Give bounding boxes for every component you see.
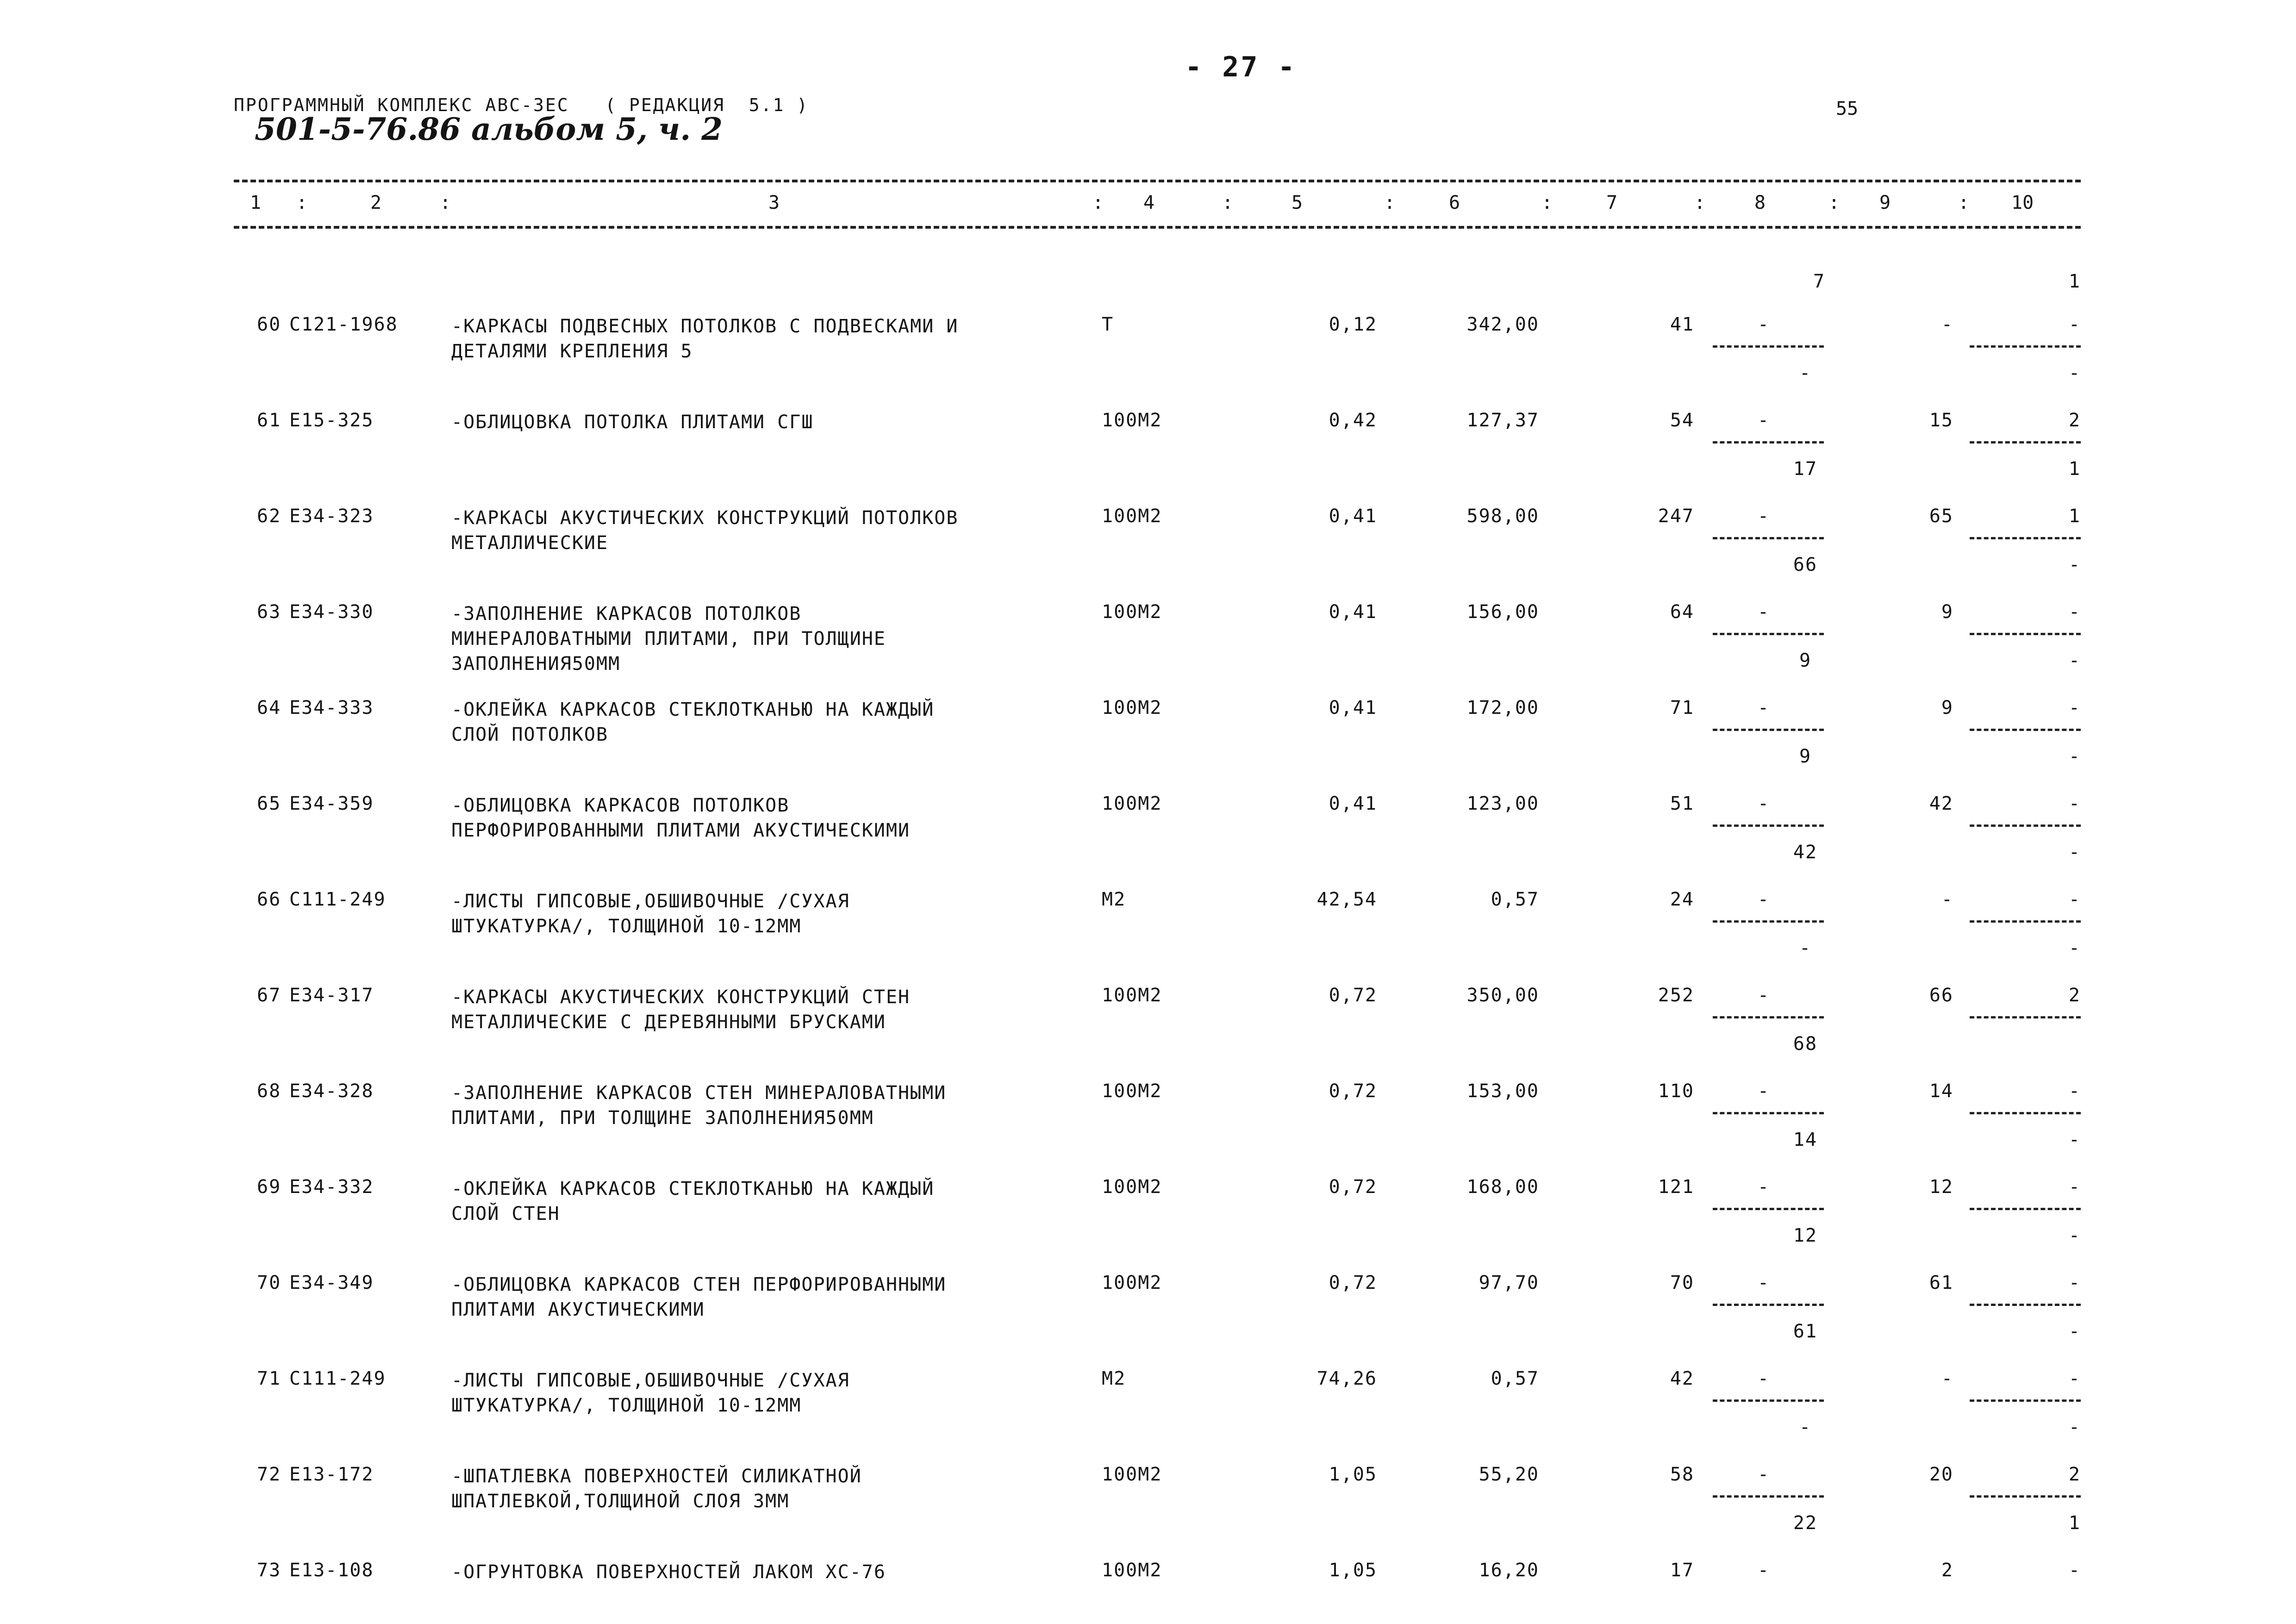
header-bottom-rule [234, 226, 2081, 229]
unit-price: 598,00 [1466, 506, 1539, 527]
unit: 100М2 [1102, 1560, 1162, 1581]
quantity: 0,41 [1329, 793, 1377, 814]
col10-fraction-line [1970, 1495, 2081, 1498]
col8-bottom-value: 17 [1793, 458, 1818, 480]
col8-fraction-line [1713, 537, 1824, 539]
description-line: -ОБЛИЦОВКА ПОТОЛКА ПЛИТАМИ СГШ [451, 412, 814, 433]
description-line: -ЛИСТЫ ГИПСОВЫЕ,ОБШИВОЧНЫЕ /СУХАЯ [451, 891, 850, 912]
row-number: 63 [257, 601, 281, 623]
total-cost: 41 [1670, 314, 1694, 335]
col10-top-value: - [2068, 889, 2081, 910]
total-cost: 54 [1670, 410, 1694, 431]
column-header-5: 5 [1292, 192, 1303, 213]
column-header-9: 9 [1879, 192, 1891, 213]
col8-fraction-line [1713, 345, 1824, 348]
work-description [451, 1560, 886, 1585]
quantity: 0,42 [1329, 410, 1377, 431]
col10-bottom-value: 1 [2068, 1512, 2081, 1534]
description-line: МЕТАЛЛИЧЕСКИЕ С ДЕРЕВЯННЫМИ БРУСКАМИ [451, 1012, 886, 1033]
col10-bottom-value: - [2068, 746, 2081, 767]
unit-price: 350,00 [1466, 985, 1539, 1006]
col10-top-value: - [2068, 601, 2081, 623]
col10-bottom-value: - [2068, 1417, 2081, 1438]
col10-top-value: - [2068, 1081, 2081, 1102]
work-description [451, 985, 910, 1035]
col10-bottom-value: - [2068, 1321, 2081, 1342]
top-mark-col8: 7 [1813, 271, 1826, 292]
quantity: 0,41 [1329, 601, 1377, 623]
column-header-8: 8 [1754, 192, 1766, 213]
col10-top-value: - [2068, 1368, 2081, 1389]
col8-bottom-value: 9 [1799, 650, 1812, 671]
description-line: -ШПАТЛЕВКА ПОВЕРХНОСТЕЙ СИЛИКАТНОЙ [451, 1466, 862, 1487]
col8-fraction-line [1713, 441, 1824, 443]
total-cost: 121 [1658, 1176, 1694, 1198]
col10-fraction-line [1970, 1016, 2081, 1018]
row-number: 67 [257, 985, 281, 1006]
description-line: -ЗАПОЛНЕНИЕ КАРКАСОВ ПОТОЛКОВ [451, 603, 802, 625]
col8-top-value: - [1757, 410, 1770, 431]
col10-top-value: - [2068, 1272, 2081, 1293]
col10-bottom-value: - [2068, 1225, 2081, 1246]
col10-fraction-line [1970, 441, 2081, 443]
total-cost: 17 [1670, 1560, 1694, 1581]
col8-fraction-line [1713, 1112, 1824, 1114]
row-number: 72 [257, 1464, 281, 1485]
col8-bottom-value: 61 [1793, 1321, 1818, 1342]
column-separator: : [440, 192, 451, 213]
unit-price: 0,57 [1491, 889, 1539, 910]
description-line: СЛОЙ ПОТОЛКОВ [451, 724, 609, 745]
unit-price: 97,70 [1479, 1272, 1539, 1293]
column-separator: : [1222, 192, 1234, 213]
estimate-code: Е34-330 [289, 601, 374, 623]
unit: 100М2 [1102, 1176, 1162, 1198]
page-number: - 27 - [1185, 51, 1297, 83]
col10-fraction-line [1970, 729, 2081, 731]
description-line: -ОКЛЕЙКА КАРКАСОВ СТЕКЛОТКАНЬЮ НА КАЖДЫЙ [451, 699, 935, 720]
unit: 100М2 [1102, 985, 1162, 1006]
description-line: -КАРКАСЫ ПОДВЕСНЫХ ПОТОЛКОВ С ПОДВЕСКАМИ И [451, 316, 959, 337]
col10-fraction-line [1970, 537, 2081, 539]
work-description [451, 410, 813, 435]
unit-price: 16,20 [1479, 1560, 1539, 1581]
unit: 100М2 [1102, 601, 1162, 623]
col10-top-value: - [2068, 697, 2081, 718]
col8-top-value: - [1757, 1272, 1770, 1293]
description-line: ШПАТЛЕВКОЙ,ТОЛЩИНОЙ СЛОЯ 3ММ [451, 1491, 790, 1512]
quantity: 0,72 [1329, 1272, 1377, 1293]
col8-fraction-line [1713, 920, 1824, 923]
row-number: 70 [257, 1272, 281, 1293]
col10-bottom-value: - [2068, 1129, 2081, 1150]
estimate-code: Е13-172 [289, 1464, 374, 1485]
col8-fraction-line [1713, 824, 1824, 827]
unit: 100М2 [1102, 793, 1162, 814]
col9-value: 14 [1929, 1081, 1953, 1102]
unit-price: 55,20 [1479, 1464, 1539, 1485]
description-line: ДЕТАЛЯМИ КРЕПЛЕНИЯ 5 [451, 341, 693, 362]
col8-top-value: - [1757, 1176, 1770, 1198]
estimate-code: С111-249 [289, 1368, 386, 1389]
unit-price: 342,00 [1466, 314, 1539, 335]
unit: 100М2 [1102, 1464, 1162, 1485]
description-line: ШТУКАТУРКА/, ТОЛЩИНОЙ 10-12ММ [451, 1395, 802, 1416]
col9-value: 9 [1941, 697, 1953, 718]
quantity: 0,12 [1329, 314, 1377, 335]
work-description [451, 889, 850, 939]
col10-bottom-value: - [2068, 937, 2081, 959]
column-separator: : [1958, 192, 1970, 213]
col10-bottom-value: - [2068, 362, 2081, 384]
col10-top-value: - [2068, 314, 2081, 335]
col8-top-value: - [1757, 793, 1770, 814]
col9-value: 61 [1929, 1272, 1953, 1293]
unit: 100М2 [1102, 506, 1162, 527]
row-number: 61 [257, 410, 281, 431]
col8-fraction-line [1713, 1399, 1824, 1402]
col10-fraction-line [1970, 1112, 2081, 1114]
work-description [451, 1368, 850, 1418]
col8-fraction-line [1713, 633, 1824, 635]
work-description [451, 1176, 934, 1226]
program-header: ПРОГРАММНЫЙ КОМПЛЕКС АВС-3ЕС ( РЕДАКЦИЯ 5.1 ) [234, 95, 809, 115]
col10-top-value: 1 [2068, 506, 2081, 527]
unit: 100М2 [1102, 1081, 1162, 1102]
sheet-number: 55 [1836, 98, 1859, 119]
quantity: 0,72 [1329, 1176, 1377, 1198]
total-cost: 252 [1658, 985, 1694, 1006]
col9-value: 20 [1929, 1464, 1953, 1485]
description-line: -КАРКАСЫ АКУСТИЧЕСКИХ КОНСТРУКЦИЙ СТЕН [451, 987, 911, 1008]
work-description [451, 793, 910, 843]
estimate-code: Е34-332 [289, 1176, 374, 1198]
col10-fraction-line [1970, 1208, 2081, 1210]
description-line: ПЛИТАМИ, ПРИ ТОЛЩИНЕ ЗАПОЛНЕНИЯ50ММ [451, 1107, 874, 1129]
header-top-rule [234, 180, 2081, 182]
work-description [451, 697, 934, 747]
estimate-code: Е34-359 [289, 793, 374, 814]
top-mark-col10: 1 [2068, 271, 2081, 292]
unit-price: 0,57 [1491, 1368, 1539, 1389]
column-separator: : [1828, 192, 1840, 213]
col8-top-value: - [1757, 697, 1770, 718]
description-line: МЕТАЛЛИЧЕСКИЕ [451, 532, 609, 554]
unit-price: 127,37 [1466, 410, 1539, 431]
column-header-3: 3 [768, 192, 780, 213]
col8-bottom-value: 14 [1793, 1129, 1818, 1150]
col10-top-value: 2 [2068, 1464, 2081, 1485]
work-description [451, 1081, 946, 1131]
column-separator: : [296, 192, 308, 213]
total-cost: 64 [1670, 601, 1694, 623]
unit-price: 156,00 [1466, 601, 1539, 623]
col8-fraction-line [1713, 1016, 1824, 1018]
estimate-code: Е34-317 [289, 985, 374, 1006]
row-number: 64 [257, 697, 281, 718]
col8-bottom-value: 12 [1793, 1225, 1818, 1246]
col8-bottom-value: 9 [1799, 746, 1812, 767]
quantity: 0,41 [1329, 697, 1377, 718]
col9-value: - [1941, 314, 1953, 335]
unit-price: 153,00 [1466, 1081, 1539, 1102]
row-number: 60 [257, 314, 281, 335]
column-separator: : [1384, 192, 1396, 213]
col9-value: - [1941, 1368, 1953, 1389]
col9-value: 66 [1929, 985, 1953, 1006]
unit: 100М2 [1102, 410, 1162, 431]
col8-top-value: - [1757, 1368, 1770, 1389]
description-line: -ОБЛИЦОВКА КАРКАСОВ СТЕН ПЕРФОРИРОВАННЫМИ [451, 1274, 947, 1295]
column-separator: : [1092, 192, 1104, 213]
description-line: ПЛИТАМИ АКУСТИЧЕСКИМИ [451, 1299, 705, 1320]
unit-price: 123,00 [1466, 793, 1539, 814]
description-line: -ЛИСТЫ ГИПСОВЫЕ,ОБШИВОЧНЫЕ /СУХАЯ [451, 1370, 850, 1391]
description-line: -ОКЛЕЙКА КАРКАСОВ СТЕКЛОТКАНЬЮ НА КАЖДЫЙ [451, 1178, 935, 1199]
col8-fraction-line [1713, 1208, 1824, 1210]
estimate-code: Е34-349 [289, 1272, 374, 1293]
unit: М2 [1102, 1368, 1126, 1389]
col8-top-value: - [1757, 601, 1770, 623]
row-number: 66 [257, 889, 281, 910]
estimate-code: Е34-323 [289, 506, 374, 527]
quantity: 74,26 [1316, 1368, 1377, 1389]
estimate-code: Е34-333 [289, 697, 374, 718]
col9-value: 15 [1929, 410, 1953, 431]
work-description [451, 1272, 946, 1322]
col8-fraction-line [1713, 1495, 1824, 1498]
quantity: 42,54 [1316, 889, 1377, 910]
quantity: 1,05 [1329, 1560, 1377, 1581]
unit-price: 172,00 [1466, 697, 1539, 718]
col10-bottom-value: - [2068, 554, 2081, 575]
col8-top-value: - [1757, 985, 1770, 1006]
unit-price: 168,00 [1466, 1176, 1539, 1198]
row-number: 71 [257, 1368, 281, 1389]
col10-top-value: - [2068, 1560, 2081, 1581]
col8-bottom-value: 68 [1793, 1033, 1818, 1055]
total-cost: 247 [1658, 506, 1694, 527]
col9-value: 42 [1929, 793, 1953, 814]
col9-value: 2 [1941, 1560, 1953, 1581]
col8-top-value: - [1757, 889, 1770, 910]
estimate-code: Е34-328 [289, 1081, 374, 1102]
col9-value: 9 [1941, 601, 1953, 623]
description-line: МИНЕРАЛОВАТНЫМИ ПЛИТАМИ, ПРИ ТОЛЩИНЕ [451, 628, 886, 650]
row-number: 73 [257, 1560, 281, 1581]
row-number: 62 [257, 506, 281, 527]
work-description [451, 314, 958, 364]
col10-fraction-line [1970, 633, 2081, 635]
total-cost: 42 [1670, 1368, 1694, 1389]
col8-bottom-value: - [1799, 362, 1812, 384]
description-line: -ОБЛИЦОВКА КАРКАСОВ ПОТОЛКОВ [451, 795, 790, 816]
description-line: ШТУКАТУРКА/, ТОЛЩИНОЙ 10-12ММ [451, 916, 802, 937]
col8-top-value: - [1757, 506, 1770, 527]
row-number: 65 [257, 793, 281, 814]
col8-bottom-value: 66 [1793, 554, 1818, 575]
quantity: 0,72 [1329, 1081, 1377, 1102]
column-separator: : [1694, 192, 1706, 213]
estimate-code: Е15-325 [289, 410, 374, 431]
description-line: СЛОЙ СТЕН [451, 1203, 560, 1224]
col10-bottom-value: 1 [2068, 458, 2081, 480]
col8-top-value: - [1757, 314, 1770, 335]
col10-top-value: - [2068, 793, 2081, 814]
col9-value: 65 [1929, 506, 1953, 527]
col10-fraction-line [1970, 824, 2081, 827]
estimate-code: С111-249 [289, 889, 386, 910]
col8-bottom-value: - [1799, 937, 1812, 959]
quantity: 0,41 [1329, 506, 1377, 527]
description-line: -ОГРУНТОВКА ПОВЕРХНОСТЕЙ ЛАКОМ ХС-76 [451, 1562, 886, 1583]
description-line: ЗАПОЛНЕНИЯ50ММ [451, 653, 621, 675]
col8-bottom-value: - [1799, 1417, 1812, 1438]
quantity: 1,05 [1329, 1464, 1377, 1485]
col10-fraction-line [1970, 920, 2081, 923]
estimate-code: С121-1968 [289, 314, 398, 335]
total-cost: 24 [1670, 889, 1694, 910]
column-header-10: 10 [2011, 192, 2034, 213]
unit: 100М2 [1102, 697, 1162, 718]
total-cost: 51 [1670, 793, 1694, 814]
col8-top-value: - [1757, 1464, 1770, 1485]
column-header-7: 7 [1606, 192, 1618, 213]
col8-fraction-line [1713, 1304, 1824, 1306]
column-header-1: 1 [250, 192, 262, 213]
unit: М2 [1102, 889, 1126, 910]
col10-bottom-value: - [2068, 650, 2081, 671]
album-handwritten-note: 501-5-76.86 альбом 5, ч. 2 [255, 111, 723, 147]
work-description [451, 1464, 862, 1514]
col8-top-value: - [1757, 1560, 1770, 1581]
description-line: -КАРКАСЫ АКУСТИЧЕСКИХ КОНСТРУКЦИЙ ПОТОЛКОВ [451, 507, 959, 529]
estimate-code: Е13-108 [289, 1560, 374, 1581]
col8-bottom-value: 42 [1793, 842, 1818, 863]
unit: Т [1102, 314, 1114, 335]
column-header-2: 2 [370, 192, 382, 213]
col8-bottom-value: 22 [1793, 1512, 1818, 1534]
total-cost: 110 [1658, 1081, 1694, 1102]
total-cost: 71 [1670, 697, 1694, 718]
col10-fraction-line [1970, 1399, 2081, 1402]
col9-value: 12 [1929, 1176, 1953, 1198]
column-header-6: 6 [1449, 192, 1460, 213]
unit: 100М2 [1102, 1272, 1162, 1293]
col10-top-value: 2 [2068, 410, 2081, 431]
col10-fraction-line [1970, 1304, 2081, 1306]
description-line: -ЗАПОЛНЕНИЕ КАРКАСОВ СТЕН МИНЕРАЛОВАТНЫМИ [451, 1082, 947, 1104]
work-description [451, 601, 886, 676]
col10-top-value: 2 [2068, 985, 2081, 1006]
col8-top-value: - [1757, 1081, 1770, 1102]
work-description [451, 506, 958, 556]
col10-bottom-value: - [2068, 842, 2081, 863]
col8-fraction-line [1713, 729, 1824, 731]
description-line: ПЕРФОРИРОВАННЫМИ ПЛИТАМИ АКУСТИЧЕСКИМИ [451, 820, 911, 841]
col10-top-value: - [2068, 1176, 2081, 1198]
column-header-4: 4 [1143, 192, 1155, 213]
row-number: 69 [257, 1176, 281, 1198]
col10-fraction-line [1970, 345, 2081, 348]
quantity: 0,72 [1329, 985, 1377, 1006]
total-cost: 70 [1670, 1272, 1694, 1293]
total-cost: 58 [1670, 1464, 1694, 1485]
row-number: 68 [257, 1081, 281, 1102]
column-separator: : [1541, 192, 1553, 213]
col9-value: - [1941, 889, 1953, 910]
